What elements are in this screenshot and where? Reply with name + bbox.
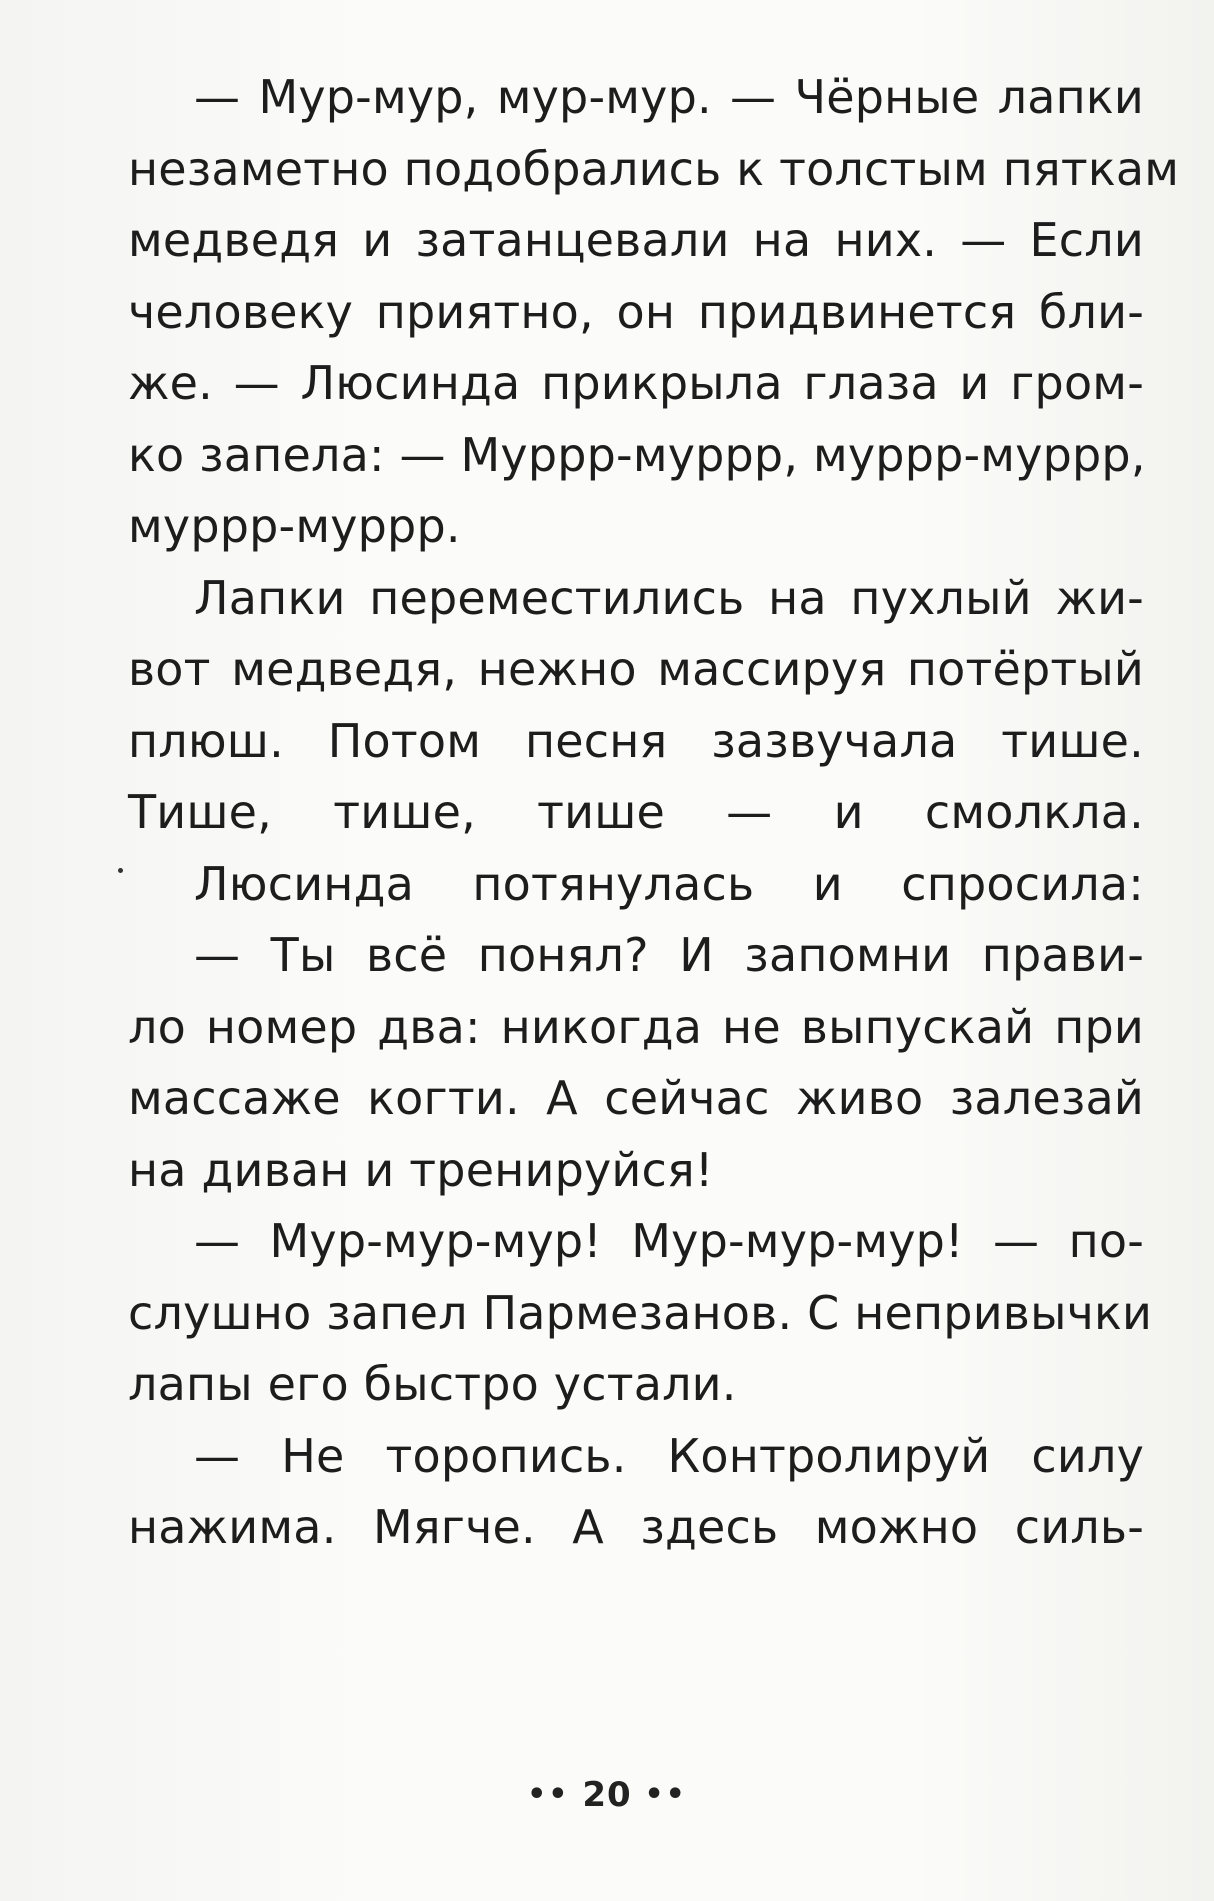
text-line: Тише, тише, тише — и смолкла. bbox=[128, 785, 1144, 839]
print-speck bbox=[118, 868, 123, 873]
text-line: медведя и затанцевали на них. — Если bbox=[128, 213, 1144, 267]
text-line: — Ты всё понял? И запомни прави- bbox=[194, 928, 1144, 982]
text-line: — Мур-мур-мур! Мур-мур-мур! — по- bbox=[194, 1214, 1144, 1268]
text-line: массаже когти. А сейчас живо залезай bbox=[128, 1071, 1144, 1125]
text-line: же. — Люсинда прикрыла глаза и гром- bbox=[128, 356, 1144, 410]
text-line: лапы его быстро устали. bbox=[128, 1357, 737, 1411]
text-line: нажима. Мягче. А здесь можно силь- bbox=[128, 1500, 1144, 1554]
text-line: ло номер два: никогда не выпускай при bbox=[128, 999, 1144, 1054]
text-line: плюш. Потом песня зазвучала тише. bbox=[128, 713, 1144, 768]
text-line: — Не торопись. Контролируй силу bbox=[194, 1428, 1144, 1483]
page-number-dots-right: •• bbox=[644, 1777, 687, 1812]
text-line: незаметно подобрались к толстым пяткам bbox=[128, 141, 1180, 196]
text-line: Лапки переместились на пухлый жи- bbox=[194, 570, 1144, 625]
text-line: — Мур-мур, мур-мур. — Чёрные лапки bbox=[194, 70, 1144, 124]
text-line: муррр-муррр. bbox=[128, 499, 461, 553]
text-line: Люсинда потянулась и спросила: bbox=[194, 856, 1144, 911]
text-line: ко запела: — Муррр-муррр, муррр-муррр, bbox=[128, 427, 1146, 482]
body-text bbox=[128, 62, 1180, 1564]
text-line: вот медведя, нежно массируя потёртый bbox=[128, 642, 1144, 696]
text-line: на диван и тренируйся! bbox=[128, 1142, 714, 1197]
text-line: человеку приятно, он придвинется бли- bbox=[128, 284, 1144, 339]
page-number bbox=[0, 1775, 1214, 1815]
text-line: слушно запел Пармезанов. С непривычки bbox=[128, 1285, 1153, 1340]
page-number-dots-left: •• bbox=[527, 1777, 570, 1812]
page-number-value: 20 bbox=[582, 1775, 632, 1815]
